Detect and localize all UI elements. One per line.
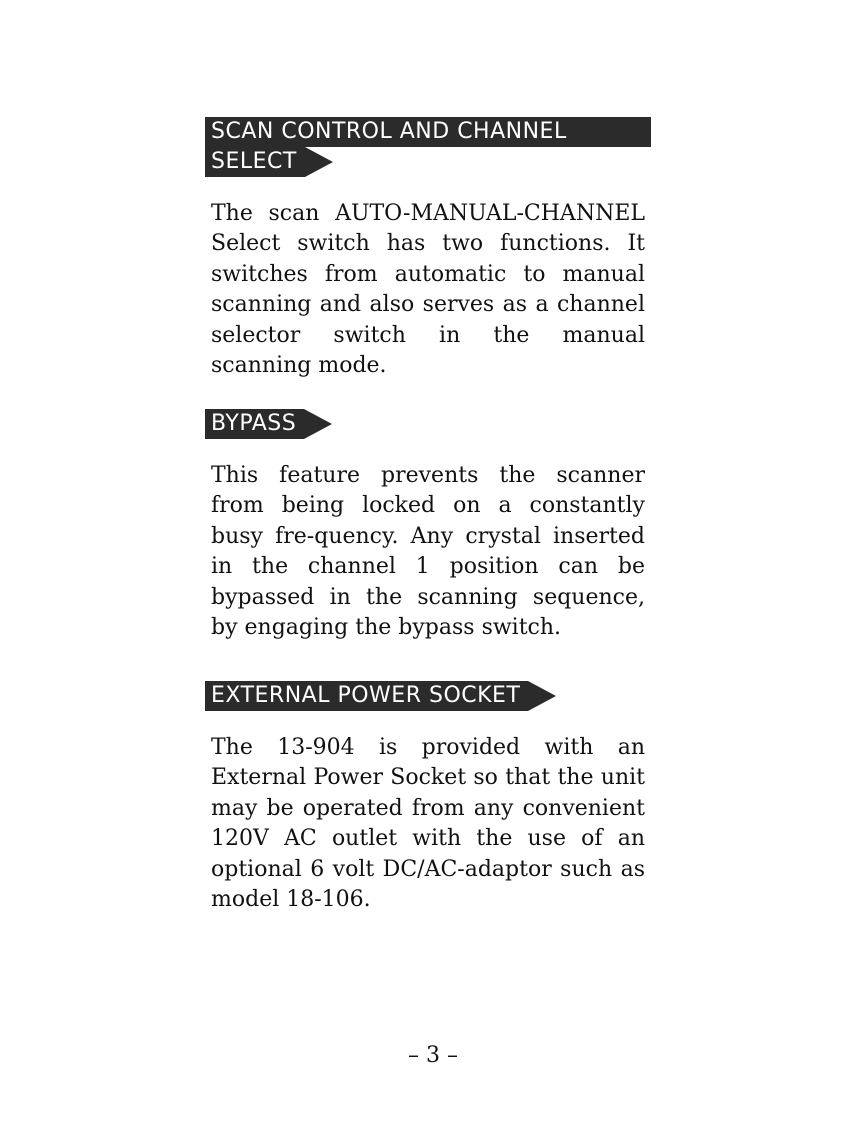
bypass-heading xyxy=(205,409,304,439)
external-power-paragraph: The 13-904 is provided with an External Power Socket so that the unit may be operated from any convenient 120V AC outlet with the use of an optional 6 volt DC/AC-adaptor such as model 18-106. xyxy=(211,735,645,913)
scan-control-heading xyxy=(205,117,651,177)
scan-control-heading-line1: SCAN CONTROL AND CHANNEL xyxy=(205,117,651,147)
scan-control-paragraph: The scan AUTO-MANUAL-CHANNEL Select switch has two functions. It switches from automatic to manual scanning and also serves as a channel selector switch in the manual scanning mode. xyxy=(211,201,645,379)
scan-control-heading-line2: SELECT xyxy=(205,147,305,177)
page-number: – 3 – xyxy=(408,1043,458,1068)
external-power-heading xyxy=(205,681,528,711)
bypass-heading-label: BYPASS xyxy=(205,409,304,439)
external-power-heading-label: EXTERNAL POWER SOCKET xyxy=(205,681,528,711)
bypass-paragraph: This feature prevents the scanner from being locked on a constantly busy fre-quency. Any crystal inserted in the channel 1 position can be bypassed in the scanning sequence, by engaging the bypass switch. xyxy=(211,463,645,641)
